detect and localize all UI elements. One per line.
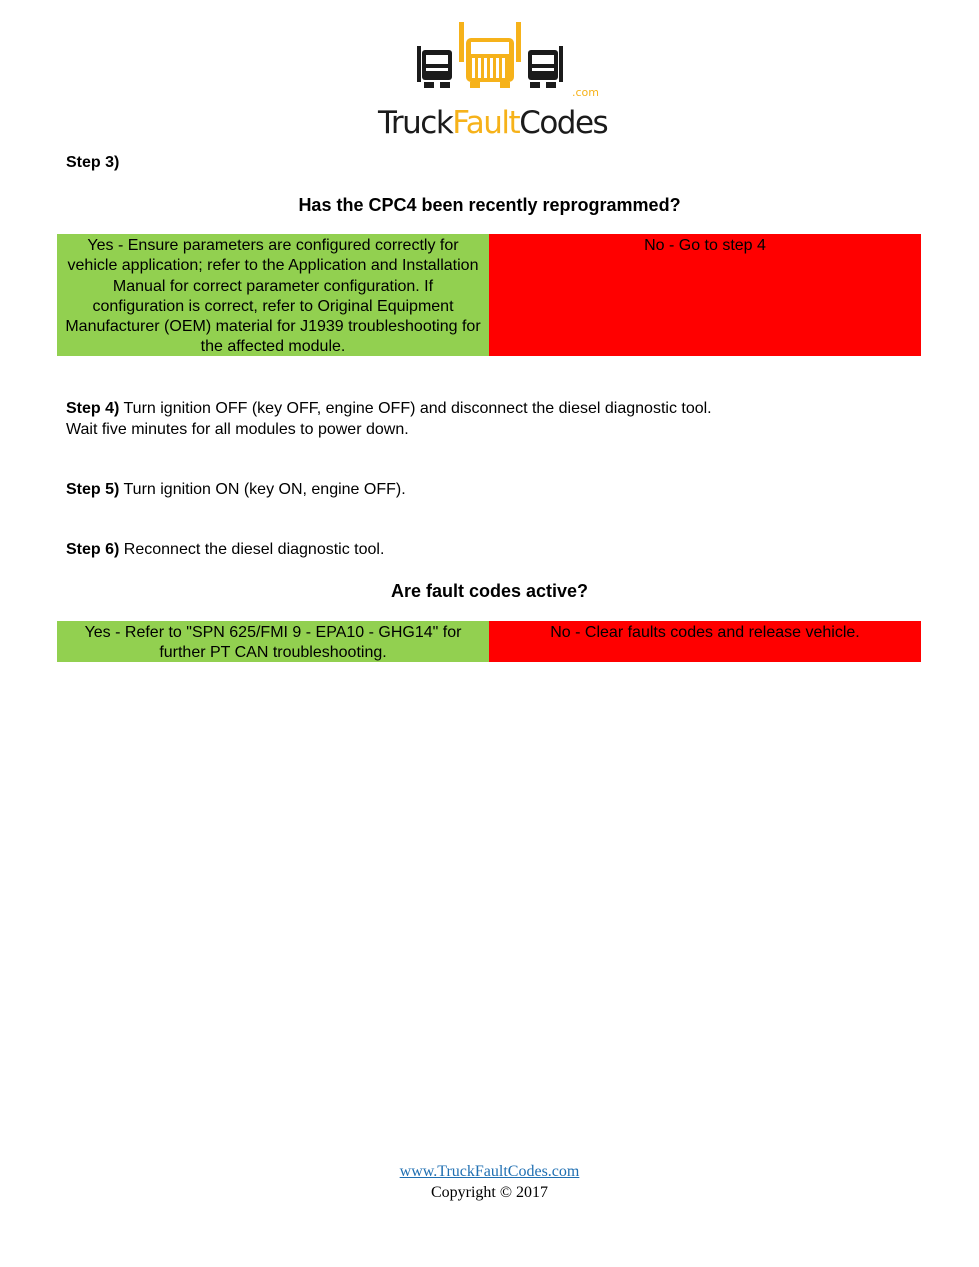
logo-word-fault: Fault xyxy=(452,105,520,141)
answer-no-2: No - Clear faults codes and release vehicle. xyxy=(489,621,921,662)
question-reprogrammed: Has the CPC4 been recently reprogrammed? xyxy=(298,195,681,215)
step-5-label: Step 5) xyxy=(66,481,120,498)
step-6-text: Reconnect the diesel diagnostic tool. xyxy=(119,541,385,558)
answer-row-1 xyxy=(57,234,921,356)
footer-copyright: Copyright © 2017 xyxy=(430,1184,549,1201)
step-3-heading: Step 3) xyxy=(66,154,120,171)
step-5 xyxy=(66,480,926,501)
step-4-text: Turn ignition OFF (key OFF, engine OFF) and disconnect the diesel diagnostic tool. xyxy=(119,400,712,417)
answer-yes-2: Yes - Refer to "SPN 625/FMI 9 - EPA10 - GHG14" for further PT CAN troubleshooting. xyxy=(57,621,489,662)
answer-no-1: No - Go to step 4 xyxy=(489,234,921,356)
logo xyxy=(378,20,608,141)
logo-word-truck: Truck xyxy=(378,105,453,141)
step-4 xyxy=(66,399,926,440)
step-4-text-2: Wait five minutes for all modules to power down. xyxy=(66,420,409,438)
step-6-label: Step 6) xyxy=(66,541,120,558)
logo-wordmark xyxy=(378,105,608,141)
truck-grille-icon xyxy=(414,20,566,90)
answer-row-2 xyxy=(57,621,921,662)
step-4-label: Step 4) xyxy=(66,400,120,417)
step-6 xyxy=(66,540,926,561)
question-fault-codes-active: Are fault codes active? xyxy=(390,581,589,601)
logo-word-codes: Codes xyxy=(519,105,608,141)
logo-com-suffix: .com xyxy=(572,86,599,99)
step-5-text: Turn ignition ON (key ON, engine OFF). xyxy=(119,481,406,498)
answer-yes-1: Yes - Ensure parameters are configured correctly for vehicle application; refer to the Application and Installation Manual for correct parameter configuration. If configuration is correct, refer to Original Equipment Manufacturer (OEM) material for J1939 troubleshooting for the affected module. xyxy=(57,234,489,356)
footer-website-link[interactable]: www.TruckFaultCodes.com xyxy=(399,1163,580,1180)
footer xyxy=(0,1161,979,1203)
